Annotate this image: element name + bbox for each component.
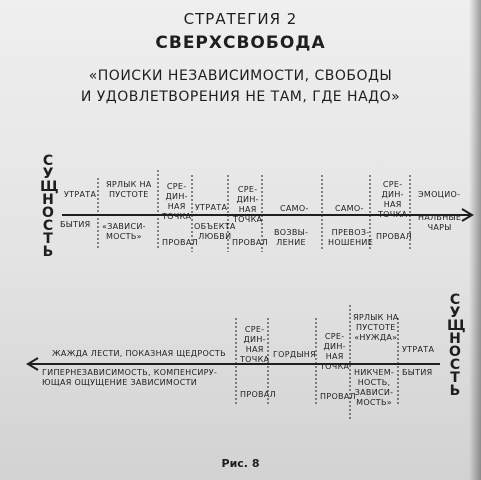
top-proval-1: ПРОВАЛ	[162, 238, 198, 247]
top-samo-2: САМО-	[335, 204, 364, 213]
top-nalnye-chary: НАЛЬНЫЕ ЧАРЫ	[418, 213, 462, 232]
figure-caption: Рис. 8	[221, 457, 260, 470]
essence-letter: У	[42, 166, 54, 182]
top-yarlyk: ЯРЛЫК НА ПУСТОТЕ	[106, 180, 152, 199]
essence-letter: С	[449, 292, 461, 308]
bottom-proval-1: ПРОВАЛ	[240, 390, 276, 399]
top-emotsio: ЭМОЦИО-	[418, 190, 461, 199]
essence-letter: С	[42, 153, 54, 169]
essence-letter: Щ	[447, 318, 466, 334]
top-sredinnaya-3: СРЕ- ДИН- НАЯ ТОЧКА	[378, 180, 408, 219]
top-zavisimost: «ЗАВИСИ- МОСТЬ»	[102, 222, 146, 241]
bottom-proval-2: ПРОВАЛ	[320, 392, 356, 401]
essence-letter: Т	[43, 231, 53, 247]
bottom-sredinnaya-2: СРЕ- ДИН- НАЯ ТОЧКА	[320, 332, 350, 371]
essence-letter: Н	[42, 192, 54, 208]
top-utrata-2: УТРАТА	[195, 203, 228, 212]
bottom-sredinnaya-1: СРЕ- ДИН- НАЯ ТОЧКА	[240, 325, 270, 364]
essence-word-left	[40, 153, 59, 260]
top-bytiya: БЫТИЯ	[60, 220, 91, 229]
top-sredinnaya-1: СРЕ- ДИН- НАЯ ТОЧКА	[162, 182, 192, 221]
essence-letter: У	[449, 305, 461, 321]
strategy-label: СТРАТЕГИЯ 2	[183, 10, 298, 28]
bottom-yarlyk: ЯРЛЫК НА ПУСТОТЕ «НУЖДА»	[353, 313, 399, 342]
essence-letter: Щ	[40, 179, 59, 195]
top-samo-1: САМО-	[280, 204, 309, 213]
essence-letter: С	[42, 218, 54, 234]
bottom-giper: ГИПЕРНЕЗАВИСИМОСТЬ, КОМПЕНСИРУ- ЮЩАЯ ОЩУЩЕНИЕ ЗАВИСИМОСТИ	[42, 368, 218, 387]
top-proval-2: ПРОВАЛ	[232, 238, 268, 247]
strategy-title: СВЕРХСВОБОДА	[155, 33, 326, 53]
essence-letter: Н	[449, 331, 461, 347]
top-sredinnaya-2: СРЕ- ДИН- НАЯ ТОЧКА	[233, 185, 263, 224]
essence-letter: Ь	[449, 383, 461, 399]
top-utrata: УТРАТА	[64, 190, 97, 199]
top-obekta: ОБЪЕКТА ЛЮБВИ	[194, 222, 236, 241]
essence-word-right	[447, 292, 466, 399]
bottom-nikchemnost: НИКЧЕМ- НОСТЬ, ЗАВИСИ- МОСТЬ»	[354, 368, 395, 407]
top-proval-3: ПРОВАЛ	[376, 232, 412, 241]
essence-letter: С	[449, 357, 461, 373]
essence-letter: Ь	[42, 244, 54, 260]
top-vozvyshenie: ВОЗВЫ- ЛЕНИЕ	[274, 228, 309, 247]
essence-letter: О	[449, 344, 461, 360]
bottom-bytiya: БЫТИЯ	[402, 368, 433, 377]
essence-letter: Т	[450, 370, 460, 386]
essence-letter: О	[42, 205, 54, 221]
quote-line-1: «ПОИСКИ НЕЗАВИСИМОСТИ, СВОБОДЫ	[88, 68, 393, 84]
bottom-gordynya: ГОРДЫНЯ	[273, 350, 316, 359]
bottom-utrata: УТРАТА	[402, 345, 435, 354]
quote-line-2: И УДОВЛЕТВОРЕНИЯ НЕ ТАМ, ГДЕ НАДО»	[80, 89, 401, 105]
top-prevoznoshenie: ПРЕВОЗ- НОШЕНИЕ	[328, 228, 374, 247]
bottom-lest: ЖАЖДА ЛЕСТИ, ПОКАЗНАЯ ЩЕДРОСТЬ	[52, 349, 226, 358]
